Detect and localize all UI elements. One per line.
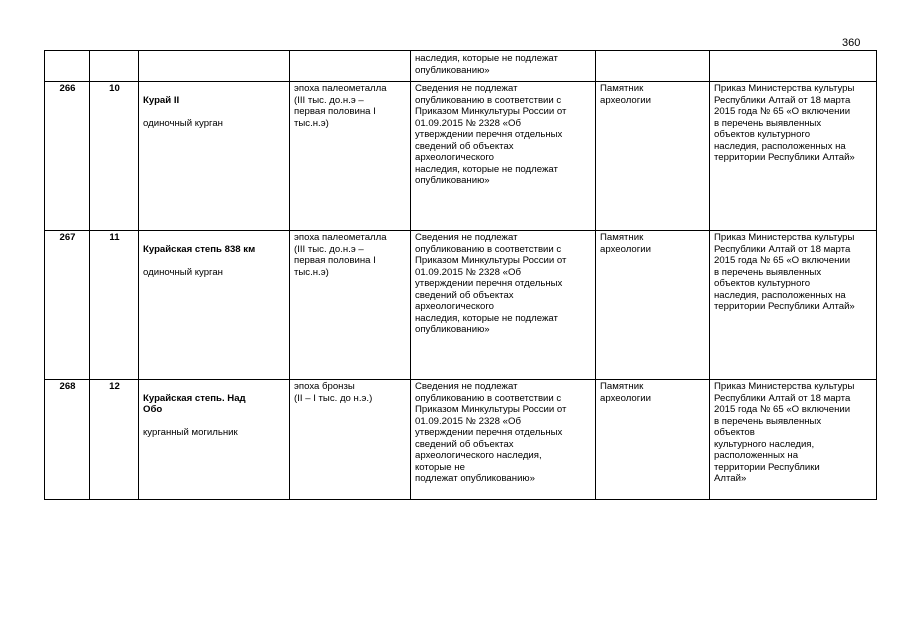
- local-number: 10: [90, 82, 139, 231]
- object-type: курганный могильник: [143, 427, 238, 438]
- local-number: 12: [90, 380, 139, 500]
- cell-empty: [596, 51, 710, 82]
- info-restriction: Сведения не подлежат опубликованию в соответствии с Приказом Минкультуры России от 01.09.2015 № 2328 «Об утверждении перечня отдельных сведений об объектах археологического наследия, которые не подлежат опубликованию»: [411, 82, 596, 231]
- registry-number: 267: [45, 231, 90, 380]
- dating: эпоха бронзы (II – I тыс. до н.э.): [290, 380, 411, 500]
- cell-empty: [139, 51, 290, 82]
- registry-number: 266: [45, 82, 90, 231]
- object-type: одиночный курган: [143, 266, 223, 278]
- registry-table: [44, 50, 877, 500]
- cell-empty: [290, 51, 411, 82]
- table-row: [45, 82, 877, 231]
- continuation-info: наследия, которые не подлежат опубликованию»: [411, 51, 596, 82]
- table-row: [45, 380, 877, 500]
- object-name-cell: [139, 82, 290, 231]
- continuation-row: [45, 51, 877, 82]
- cell-empty: [90, 51, 139, 82]
- object-name-cell: [139, 380, 290, 500]
- registry-number: 268: [45, 380, 90, 500]
- dating: эпоха палеометалла (III тыс. до.н.э – первая половина I тыс.н.э): [290, 231, 411, 380]
- cell-empty: [45, 51, 90, 82]
- object-name-cell: [139, 231, 290, 380]
- table-row: [45, 231, 877, 380]
- info-restriction: Сведения не подлежат опубликованию в соответствии с Приказом Минкультуры России от 01.09.2015 № 2328 «Об утверждении перечня отдельных сведений об объектах археологического наследия, которые не подлежат опубликованию»: [411, 231, 596, 380]
- info-restriction: Сведения не подлежат опубликованию в соответствии с Приказом Минкультуры России от 01.09.2015 № 2328 «Об утверждении перечня отдельных сведений об объектах археологического наследия, которые не подлежат опубликованию»: [411, 380, 596, 500]
- object-name: Курайская степь 838 км: [143, 243, 256, 255]
- object-name: Курайская степь. Над Обо: [143, 392, 246, 415]
- legal-document: Приказ Министерства культуры Республики Алтай от 18 марта 2015 года № 65 «О включении в перечень выявленных объектов культурного наследия, расположенных на территории Республики Алтай»: [710, 380, 877, 500]
- legal-document: Приказ Министерства культуры Республики Алтай от 18 марта 2015 года № 65 «О включении в перечень выявленных объектов культурного наследия, расположенных на территории Республики Алтай»: [710, 231, 877, 380]
- object-type: одиночный курган: [143, 117, 223, 129]
- dating: эпоха палеометалла (III тыс. до.н.э – первая половина I тыс.н.э): [290, 82, 411, 231]
- category: Памятник археологии: [596, 231, 710, 380]
- page-number: 360: [842, 37, 861, 49]
- category: Памятник археологии: [596, 380, 710, 500]
- cell-empty: [710, 51, 877, 82]
- local-number: 11: [90, 231, 139, 380]
- legal-document: Приказ Министерства культуры Республики Алтай от 18 марта 2015 года № 65 «О включении в перечень выявленных объектов культурного наследия, расположенных на территории Республики Алтай»: [710, 82, 877, 231]
- category: Памятник археологии: [596, 82, 710, 231]
- object-name: Курай II: [143, 94, 180, 106]
